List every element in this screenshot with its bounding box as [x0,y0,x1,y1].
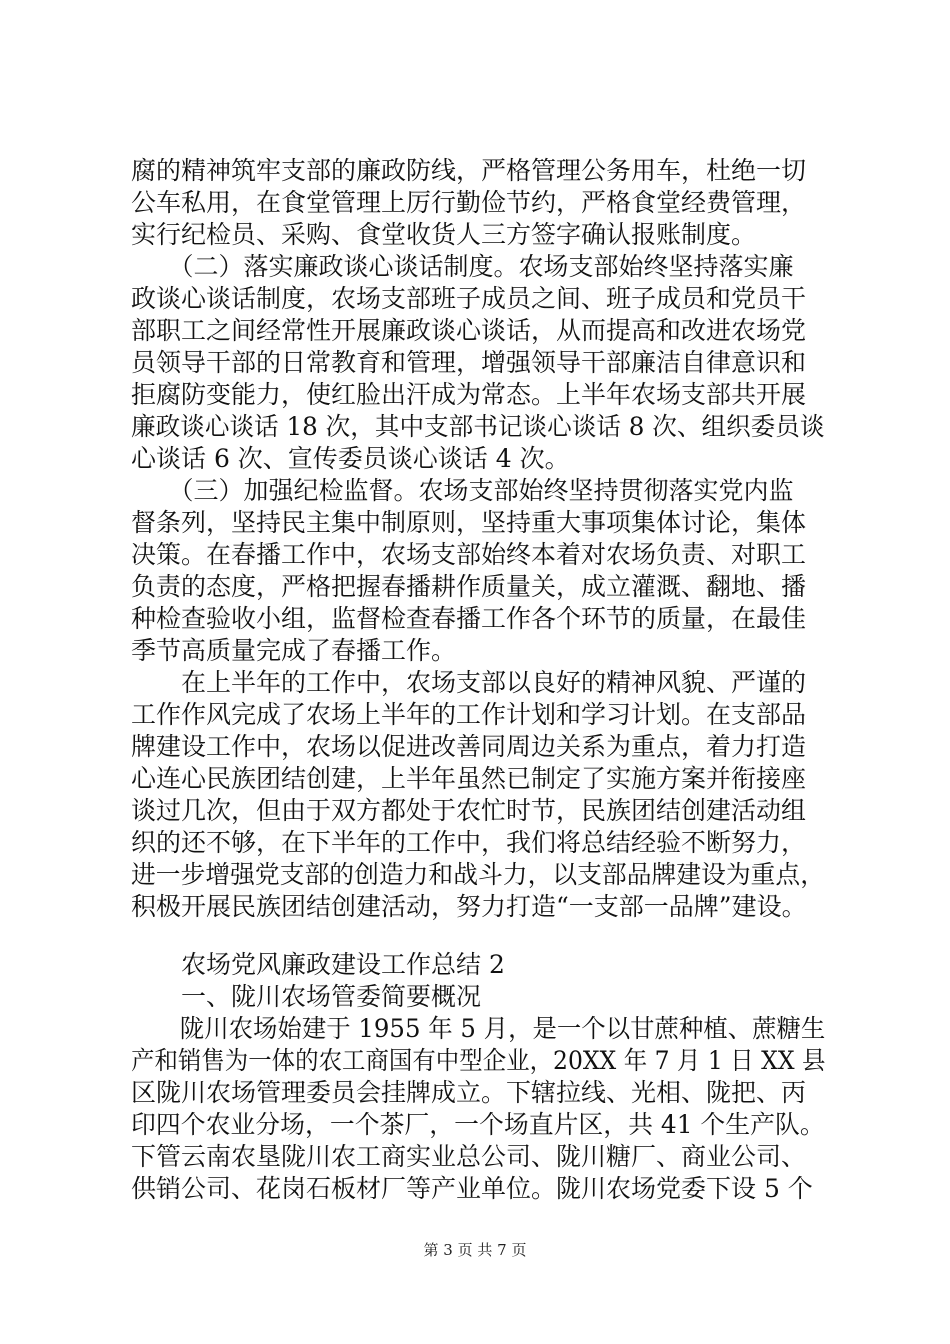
text-line: 一、陇川农场管委简要概况 [131,982,482,1011]
text-line: 督条列，坚持民主集中制原则，坚持重大事项集体讨论，集体 [131,508,807,537]
text-line: 公车私用，在食堂管理上厉行勤俭节约，严格食堂经费管理， [131,188,807,217]
text-line: 印四个农业分场，一个茶厂，一个场直片区，共 41 个生产队。 [131,1110,825,1139]
text-line: 在上半年的工作中，农场支部以良好的精神风貌、严谨的 [131,668,807,697]
text-line: 谈过几次，但由于双方都处于农忙时节，民族团结创建活动组 [131,796,807,825]
text-line: 种检查验收小组，监督检查春播工作各个环节的质量，在最佳 [131,604,807,633]
text-line: 进一步增强党支部的创造力和战斗力，以支部品牌建设为重点， [131,860,826,889]
text-line: 拒腐防变能力，使红脸出汗成为常态。上半年农场支部共开展 [131,380,807,409]
text-line: 心连心民族团结创建，上半年虽然已制定了实施方案并衔接座 [131,764,807,793]
text-line: （三）加强纪检监督。农场支部始终坚持贯彻落实党内监 [131,476,794,505]
text-line: 廉政谈心谈话 18 次，其中支部书记谈心谈话 8 次、组织委员谈 [131,412,825,441]
text-line: 实行纪检员、采购、食堂收货人三方签字确认报账制度。 [131,220,757,249]
text-line: 供销公司、花岗石板材厂等产业单位。陇川农场党委下设 5 个 [131,1174,813,1203]
section-gap [131,923,825,949]
text-line: 部职工之间经常性开展廉政谈心谈话，从而提高和改进农场党 [131,316,807,345]
paragraph-block-1 [131,155,825,923]
text-line: 心谈话 6 次、宣传委员谈心谈话 4 次。 [131,444,570,473]
text-line: 牌建设工作中，农场以促进改善同周边关系为重点，着力打造 [131,732,807,761]
text-line: 负责的态度，严格把握春播耕作质量关，成立灌溉、翻地、播 [131,572,807,601]
text-line: 织的还不够，在下半年的工作中，我们将总结经验不断努力， [131,828,807,857]
text-line: （二）落实廉政谈心谈话制度。农场支部始终坚持落实廉 [131,252,794,281]
paragraph-block-2 [131,949,825,1205]
text-line: 腐的精神筑牢支部的廉政防线，严格管理公务用车，杜绝一切 [131,156,807,185]
text-line: 员领导干部的日常教育和管理，增强领导干部廉洁自律意识和 [131,348,807,377]
text-line: 决策。在春播工作中，农场支部始终本着对农场负责、对职工 [131,540,807,569]
text-line: 政谈心谈话制度，农场支部班子成员之间、班子成员和党员干 [131,284,807,313]
text-line: 积极开展民族团结创建活动，努力打造“一支部一品牌”建设。 [131,892,807,921]
text-line: 工作作风完成了农场上半年的工作计划和学习计划。在支部品 [131,700,807,729]
document-body [131,155,825,1205]
text-line: 农场党风廉政建设工作总结 2 [131,950,505,979]
text-line: 区陇川农场管理委员会挂牌成立。下辖拉线、光相、陇把、丙 [131,1078,807,1107]
page-footer: 第 3 页 共 7 页 [423,1241,527,1259]
text-line: 陇川农场始建于 1955 年 5 月，是一个以甘蔗种植、蔗糖生 [131,1014,826,1043]
text-line: 产和销售为一体的农工商国有中型企业，20XX 年 7 月 1 日 XX 县 [131,1046,826,1075]
text-line: 下管云南农垦陇川农工商实业总公司、陇川糖厂、商业公司、 [131,1142,807,1171]
text-line: 季节高质量完成了春播工作。 [131,636,457,665]
